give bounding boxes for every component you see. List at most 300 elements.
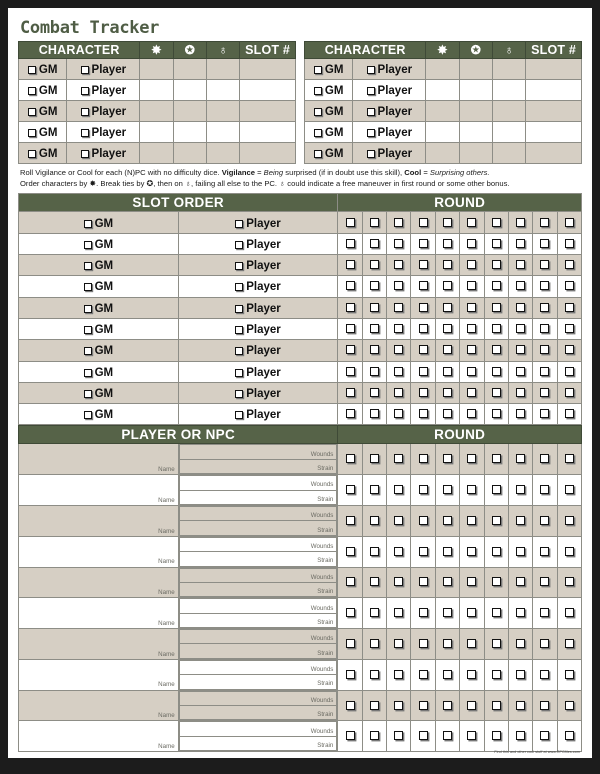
gm-checkbox-cell[interactable]: [305, 79, 353, 100]
round-checkbox-cell[interactable]: [411, 382, 435, 403]
round-checkbox-cell[interactable]: [362, 598, 386, 629]
wounds-field[interactable]: [179, 537, 337, 551]
checkbox-icon[interactable]: [492, 454, 501, 463]
round-checkbox-cell[interactable]: [557, 404, 581, 425]
slot-number-entry-cell[interactable]: [240, 100, 296, 121]
checkbox-icon[interactable]: [314, 129, 322, 137]
checkbox-icon[interactable]: [394, 454, 403, 463]
checkbox-icon[interactable]: [84, 369, 92, 377]
round-checkbox-cell[interactable]: [411, 475, 435, 506]
checkbox-icon[interactable]: [540, 345, 549, 354]
checkbox-icon[interactable]: [565, 260, 574, 269]
round-checkbox-cell[interactable]: [460, 690, 484, 721]
checkbox-icon[interactable]: [235, 305, 243, 313]
round-checkbox-cell[interactable]: [508, 382, 532, 403]
checkbox-icon[interactable]: [346, 345, 355, 354]
checkbox-icon[interactable]: [443, 670, 452, 679]
round-checkbox-cell[interactable]: [460, 475, 484, 506]
strain-field[interactable]: [179, 582, 337, 596]
strain-field[interactable]: [179, 736, 337, 750]
checkbox-icon[interactable]: [565, 516, 574, 525]
checkbox-icon[interactable]: [81, 129, 89, 137]
player-checkbox-cell[interactable]: [353, 100, 426, 121]
round-checkbox-cell[interactable]: [557, 212, 581, 233]
round-checkbox-cell[interactable]: [387, 382, 411, 403]
checkbox-icon[interactable]: [565, 731, 574, 740]
checkbox-icon[interactable]: [443, 485, 452, 494]
round-checkbox-cell[interactable]: [460, 382, 484, 403]
round-checkbox-cell[interactable]: [387, 721, 411, 752]
checkbox-icon[interactable]: [565, 547, 574, 556]
dice-2-entry-cell[interactable]: [459, 100, 492, 121]
checkbox-icon[interactable]: [346, 239, 355, 248]
checkbox-icon[interactable]: [565, 281, 574, 290]
round-checkbox-cell[interactable]: [387, 361, 411, 382]
round-checkbox-cell[interactable]: [484, 475, 508, 506]
checkbox-icon[interactable]: [84, 347, 92, 355]
round-checkbox-cell[interactable]: [338, 629, 362, 660]
round-checkbox-cell[interactable]: [435, 318, 459, 339]
checkbox-icon[interactable]: [370, 485, 379, 494]
checkbox-icon[interactable]: [516, 303, 525, 312]
round-checkbox-cell[interactable]: [338, 659, 362, 690]
checkbox-icon[interactable]: [516, 324, 525, 333]
checkbox-icon[interactable]: [443, 577, 452, 586]
round-checkbox-cell[interactable]: [435, 444, 459, 475]
round-checkbox-cell[interactable]: [387, 212, 411, 233]
gm-checkbox-cell[interactable]: [19, 404, 179, 425]
round-checkbox-cell[interactable]: [387, 233, 411, 254]
round-checkbox-cell[interactable]: [460, 297, 484, 318]
checkbox-icon[interactable]: [516, 670, 525, 679]
round-checkbox-cell[interactable]: [435, 382, 459, 403]
checkbox-icon[interactable]: [516, 345, 525, 354]
round-checkbox-cell[interactable]: [435, 361, 459, 382]
checkbox-icon[interactable]: [443, 388, 452, 397]
checkbox-icon[interactable]: [419, 239, 428, 248]
checkbox-icon[interactable]: [565, 409, 574, 418]
round-checkbox-cell[interactable]: [411, 505, 435, 536]
checkbox-icon[interactable]: [443, 516, 452, 525]
dice-1-entry-cell[interactable]: [426, 100, 459, 121]
checkbox-icon[interactable]: [516, 409, 525, 418]
round-checkbox-cell[interactable]: [533, 233, 557, 254]
round-checkbox-cell[interactable]: [484, 233, 508, 254]
checkbox-icon[interactable]: [540, 670, 549, 679]
checkbox-icon[interactable]: [314, 108, 322, 116]
checkbox-icon[interactable]: [492, 260, 501, 269]
wounds-field[interactable]: [179, 691, 337, 705]
wounds-field[interactable]: [179, 722, 337, 736]
checkbox-icon[interactable]: [492, 388, 501, 397]
round-checkbox-cell[interactable]: [411, 297, 435, 318]
checkbox-icon[interactable]: [467, 281, 476, 290]
dice-1-entry-cell[interactable]: [140, 58, 173, 79]
round-checkbox-cell[interactable]: [435, 536, 459, 567]
checkbox-icon[interactable]: [492, 303, 501, 312]
checkbox-icon[interactable]: [516, 608, 525, 617]
player-checkbox-cell[interactable]: [178, 404, 338, 425]
dice-2-entry-cell[interactable]: [173, 142, 206, 163]
round-checkbox-cell[interactable]: [387, 475, 411, 506]
dice-2-entry-cell[interactable]: [459, 79, 492, 100]
round-checkbox-cell[interactable]: [362, 629, 386, 660]
round-checkbox-cell[interactable]: [557, 536, 581, 567]
checkbox-icon[interactable]: [346, 485, 355, 494]
round-checkbox-cell[interactable]: [435, 598, 459, 629]
checkbox-icon[interactable]: [370, 547, 379, 556]
round-checkbox-cell[interactable]: [411, 721, 435, 752]
player-checkbox-cell[interactable]: [67, 58, 140, 79]
round-checkbox-cell[interactable]: [508, 404, 532, 425]
round-checkbox-cell[interactable]: [508, 233, 532, 254]
checkbox-icon[interactable]: [370, 608, 379, 617]
round-checkbox-cell[interactable]: [557, 382, 581, 403]
checkbox-icon[interactable]: [492, 409, 501, 418]
checkbox-icon[interactable]: [419, 547, 428, 556]
round-checkbox-cell[interactable]: [362, 444, 386, 475]
round-checkbox-cell[interactable]: [460, 212, 484, 233]
slot-number-entry-cell[interactable]: [240, 79, 296, 100]
checkbox-icon[interactable]: [394, 409, 403, 418]
checkbox-icon[interactable]: [235, 283, 243, 291]
gm-checkbox-cell[interactable]: [19, 212, 179, 233]
checkbox-icon[interactable]: [492, 608, 501, 617]
checkbox-icon[interactable]: [394, 345, 403, 354]
round-checkbox-cell[interactable]: [338, 318, 362, 339]
round-checkbox-cell[interactable]: [362, 536, 386, 567]
checkbox-icon[interactable]: [443, 639, 452, 648]
checkbox-icon[interactable]: [346, 218, 355, 227]
round-checkbox-cell[interactable]: [484, 505, 508, 536]
checkbox-icon[interactable]: [467, 260, 476, 269]
round-checkbox-cell[interactable]: [557, 659, 581, 690]
checkbox-icon[interactable]: [540, 577, 549, 586]
round-checkbox-cell[interactable]: [435, 505, 459, 536]
round-checkbox-cell[interactable]: [435, 629, 459, 660]
wounds-field[interactable]: [179, 445, 337, 459]
round-checkbox-cell[interactable]: [435, 659, 459, 690]
wounds-field[interactable]: [179, 568, 337, 582]
checkbox-icon[interactable]: [443, 701, 452, 710]
checkbox-icon[interactable]: [492, 485, 501, 494]
checkbox-icon[interactable]: [467, 639, 476, 648]
round-checkbox-cell[interactable]: [533, 536, 557, 567]
name-field[interactable]: [19, 505, 179, 536]
player-checkbox-cell[interactable]: [353, 58, 426, 79]
strain-field[interactable]: [179, 613, 337, 627]
round-checkbox-cell[interactable]: [484, 721, 508, 752]
checkbox-icon[interactable]: [467, 670, 476, 679]
checkbox-icon[interactable]: [516, 485, 525, 494]
round-checkbox-cell[interactable]: [508, 567, 532, 598]
round-checkbox-cell[interactable]: [484, 212, 508, 233]
round-checkbox-cell[interactable]: [362, 318, 386, 339]
round-checkbox-cell[interactable]: [460, 629, 484, 660]
round-checkbox-cell[interactable]: [508, 536, 532, 567]
checkbox-icon[interactable]: [467, 485, 476, 494]
gm-checkbox-cell[interactable]: [19, 142, 67, 163]
dice-2-entry-cell[interactable]: [459, 121, 492, 142]
round-checkbox-cell[interactable]: [508, 659, 532, 690]
round-checkbox-cell[interactable]: [362, 721, 386, 752]
checkbox-icon[interactable]: [394, 731, 403, 740]
round-checkbox-cell[interactable]: [435, 475, 459, 506]
round-checkbox-cell[interactable]: [484, 629, 508, 660]
round-checkbox-cell[interactable]: [460, 255, 484, 276]
checkbox-icon[interactable]: [419, 485, 428, 494]
round-checkbox-cell[interactable]: [338, 361, 362, 382]
round-checkbox-cell[interactable]: [533, 382, 557, 403]
round-checkbox-cell[interactable]: [484, 255, 508, 276]
dice-1-entry-cell[interactable]: [426, 121, 459, 142]
round-checkbox-cell[interactable]: [362, 361, 386, 382]
round-checkbox-cell[interactable]: [411, 536, 435, 567]
dice-3-entry-cell[interactable]: [207, 58, 240, 79]
player-checkbox-cell[interactable]: [178, 255, 338, 276]
player-checkbox-cell[interactable]: [178, 276, 338, 297]
round-checkbox-cell[interactable]: [484, 297, 508, 318]
round-checkbox-cell[interactable]: [460, 404, 484, 425]
round-checkbox-cell[interactable]: [557, 629, 581, 660]
checkbox-icon[interactable]: [370, 409, 379, 418]
checkbox-icon[interactable]: [370, 218, 379, 227]
checkbox-icon[interactable]: [346, 303, 355, 312]
checkbox-icon[interactable]: [540, 388, 549, 397]
checkbox-icon[interactable]: [540, 409, 549, 418]
checkbox-icon[interactable]: [419, 670, 428, 679]
round-checkbox-cell[interactable]: [411, 340, 435, 361]
name-field[interactable]: [19, 475, 179, 506]
gm-checkbox-cell[interactable]: [19, 121, 67, 142]
checkbox-icon[interactable]: [419, 639, 428, 648]
round-checkbox-cell[interactable]: [338, 276, 362, 297]
checkbox-icon[interactable]: [540, 608, 549, 617]
round-checkbox-cell[interactable]: [338, 233, 362, 254]
checkbox-icon[interactable]: [516, 218, 525, 227]
checkbox-icon[interactable]: [367, 108, 375, 116]
round-checkbox-cell[interactable]: [362, 276, 386, 297]
round-checkbox-cell[interactable]: [557, 444, 581, 475]
checkbox-icon[interactable]: [419, 516, 428, 525]
checkbox-icon[interactable]: [370, 239, 379, 248]
checkbox-icon[interactable]: [419, 388, 428, 397]
round-checkbox-cell[interactable]: [533, 297, 557, 318]
round-checkbox-cell[interactable]: [411, 233, 435, 254]
dice-3-entry-cell[interactable]: [207, 142, 240, 163]
checkbox-icon[interactable]: [443, 345, 452, 354]
gm-checkbox-cell[interactable]: [19, 233, 179, 254]
round-checkbox-cell[interactable]: [362, 659, 386, 690]
round-checkbox-cell[interactable]: [460, 276, 484, 297]
dice-3-entry-cell[interactable]: [207, 100, 240, 121]
checkbox-icon[interactable]: [394, 701, 403, 710]
round-checkbox-cell[interactable]: [435, 690, 459, 721]
round-checkbox-cell[interactable]: [460, 361, 484, 382]
round-checkbox-cell[interactable]: [460, 233, 484, 254]
checkbox-icon[interactable]: [84, 283, 92, 291]
round-checkbox-cell[interactable]: [533, 598, 557, 629]
name-field[interactable]: [19, 721, 179, 752]
round-checkbox-cell[interactable]: [362, 382, 386, 403]
dice-2-entry-cell[interactable]: [173, 121, 206, 142]
round-checkbox-cell[interactable]: [435, 340, 459, 361]
round-checkbox-cell[interactable]: [533, 361, 557, 382]
wounds-field[interactable]: [179, 660, 337, 674]
dice-2-entry-cell[interactable]: [173, 58, 206, 79]
checkbox-icon[interactable]: [565, 670, 574, 679]
checkbox-icon[interactable]: [84, 241, 92, 249]
round-checkbox-cell[interactable]: [460, 444, 484, 475]
gm-checkbox-cell[interactable]: [305, 100, 353, 121]
round-checkbox-cell[interactable]: [411, 598, 435, 629]
checkbox-icon[interactable]: [394, 367, 403, 376]
round-checkbox-cell[interactable]: [338, 255, 362, 276]
round-checkbox-cell[interactable]: [460, 721, 484, 752]
checkbox-icon[interactable]: [370, 670, 379, 679]
checkbox-icon[interactable]: [492, 367, 501, 376]
checkbox-icon[interactable]: [346, 281, 355, 290]
checkbox-icon[interactable]: [394, 516, 403, 525]
checkbox-icon[interactable]: [370, 577, 379, 586]
checkbox-icon[interactable]: [419, 345, 428, 354]
gm-checkbox-cell[interactable]: [19, 100, 67, 121]
checkbox-icon[interactable]: [346, 409, 355, 418]
strain-field[interactable]: [179, 706, 337, 720]
checkbox-icon[interactable]: [28, 108, 36, 116]
gm-checkbox-cell[interactable]: [19, 361, 179, 382]
round-checkbox-cell[interactable]: [338, 297, 362, 318]
strain-field[interactable]: [179, 521, 337, 535]
round-checkbox-cell[interactable]: [387, 629, 411, 660]
round-checkbox-cell[interactable]: [338, 505, 362, 536]
player-checkbox-cell[interactable]: [67, 79, 140, 100]
checkbox-icon[interactable]: [370, 303, 379, 312]
checkbox-icon[interactable]: [565, 577, 574, 586]
dice-3-entry-cell[interactable]: [493, 142, 526, 163]
player-checkbox-cell[interactable]: [67, 142, 140, 163]
gm-checkbox-cell[interactable]: [19, 276, 179, 297]
checkbox-icon[interactable]: [540, 454, 549, 463]
round-checkbox-cell[interactable]: [557, 721, 581, 752]
round-checkbox-cell[interactable]: [460, 659, 484, 690]
checkbox-icon[interactable]: [565, 345, 574, 354]
player-checkbox-cell[interactable]: [67, 121, 140, 142]
strain-field[interactable]: [179, 552, 337, 566]
checkbox-icon[interactable]: [492, 516, 501, 525]
checkbox-icon[interactable]: [419, 731, 428, 740]
round-checkbox-cell[interactable]: [338, 382, 362, 403]
round-checkbox-cell[interactable]: [533, 340, 557, 361]
name-field[interactable]: [19, 536, 179, 567]
round-checkbox-cell[interactable]: [411, 629, 435, 660]
wounds-field[interactable]: [179, 476, 337, 490]
checkbox-icon[interactable]: [540, 218, 549, 227]
round-checkbox-cell[interactable]: [484, 361, 508, 382]
checkbox-icon[interactable]: [516, 547, 525, 556]
round-checkbox-cell[interactable]: [387, 690, 411, 721]
slot-number-entry-cell[interactable]: [240, 142, 296, 163]
checkbox-icon[interactable]: [443, 608, 452, 617]
checkbox-icon[interactable]: [565, 701, 574, 710]
checkbox-icon[interactable]: [492, 281, 501, 290]
round-checkbox-cell[interactable]: [508, 361, 532, 382]
gm-checkbox-cell[interactable]: [19, 297, 179, 318]
checkbox-icon[interactable]: [28, 150, 36, 158]
checkbox-icon[interactable]: [81, 87, 89, 95]
checkbox-icon[interactable]: [467, 345, 476, 354]
round-checkbox-cell[interactable]: [533, 255, 557, 276]
checkbox-icon[interactable]: [394, 577, 403, 586]
checkbox-icon[interactable]: [419, 409, 428, 418]
round-checkbox-cell[interactable]: [460, 567, 484, 598]
round-checkbox-cell[interactable]: [557, 297, 581, 318]
gm-checkbox-cell[interactable]: [305, 58, 353, 79]
checkbox-icon[interactable]: [540, 547, 549, 556]
checkbox-icon[interactable]: [516, 639, 525, 648]
checkbox-icon[interactable]: [467, 701, 476, 710]
round-checkbox-cell[interactable]: [508, 276, 532, 297]
round-checkbox-cell[interactable]: [557, 340, 581, 361]
checkbox-icon[interactable]: [540, 701, 549, 710]
round-checkbox-cell[interactable]: [387, 404, 411, 425]
checkbox-icon[interactable]: [370, 324, 379, 333]
round-checkbox-cell[interactable]: [435, 255, 459, 276]
dice-1-entry-cell[interactable]: [426, 142, 459, 163]
slot-number-entry-cell[interactable]: [526, 121, 582, 142]
checkbox-icon[interactable]: [346, 388, 355, 397]
checkbox-icon[interactable]: [516, 239, 525, 248]
checkbox-icon[interactable]: [419, 303, 428, 312]
dice-1-entry-cell[interactable]: [426, 58, 459, 79]
round-checkbox-cell[interactable]: [338, 567, 362, 598]
checkbox-icon[interactable]: [394, 388, 403, 397]
round-checkbox-cell[interactable]: [411, 567, 435, 598]
slot-number-entry-cell[interactable]: [240, 58, 296, 79]
checkbox-icon[interactable]: [565, 239, 574, 248]
checkbox-icon[interactable]: [394, 608, 403, 617]
checkbox-icon[interactable]: [467, 239, 476, 248]
checkbox-icon[interactable]: [443, 731, 452, 740]
round-checkbox-cell[interactable]: [387, 297, 411, 318]
checkbox-icon[interactable]: [419, 324, 428, 333]
checkbox-icon[interactable]: [540, 239, 549, 248]
checkbox-icon[interactable]: [467, 367, 476, 376]
round-checkbox-cell[interactable]: [362, 255, 386, 276]
checkbox-icon[interactable]: [28, 87, 36, 95]
dice-3-entry-cell[interactable]: [207, 121, 240, 142]
checkbox-icon[interactable]: [28, 66, 36, 74]
round-checkbox-cell[interactable]: [338, 340, 362, 361]
name-field[interactable]: [19, 444, 179, 475]
checkbox-icon[interactable]: [314, 66, 322, 74]
round-checkbox-cell[interactable]: [435, 212, 459, 233]
round-checkbox-cell[interactable]: [557, 505, 581, 536]
checkbox-icon[interactable]: [346, 731, 355, 740]
round-checkbox-cell[interactable]: [460, 536, 484, 567]
checkbox-icon[interactable]: [492, 731, 501, 740]
checkbox-icon[interactable]: [367, 150, 375, 158]
checkbox-icon[interactable]: [540, 516, 549, 525]
checkbox-icon[interactable]: [370, 516, 379, 525]
checkbox-icon[interactable]: [84, 305, 92, 313]
checkbox-icon[interactable]: [540, 324, 549, 333]
round-checkbox-cell[interactable]: [508, 629, 532, 660]
checkbox-icon[interactable]: [443, 367, 452, 376]
checkbox-icon[interactable]: [84, 262, 92, 270]
player-checkbox-cell[interactable]: [67, 100, 140, 121]
gm-checkbox-cell[interactable]: [19, 318, 179, 339]
